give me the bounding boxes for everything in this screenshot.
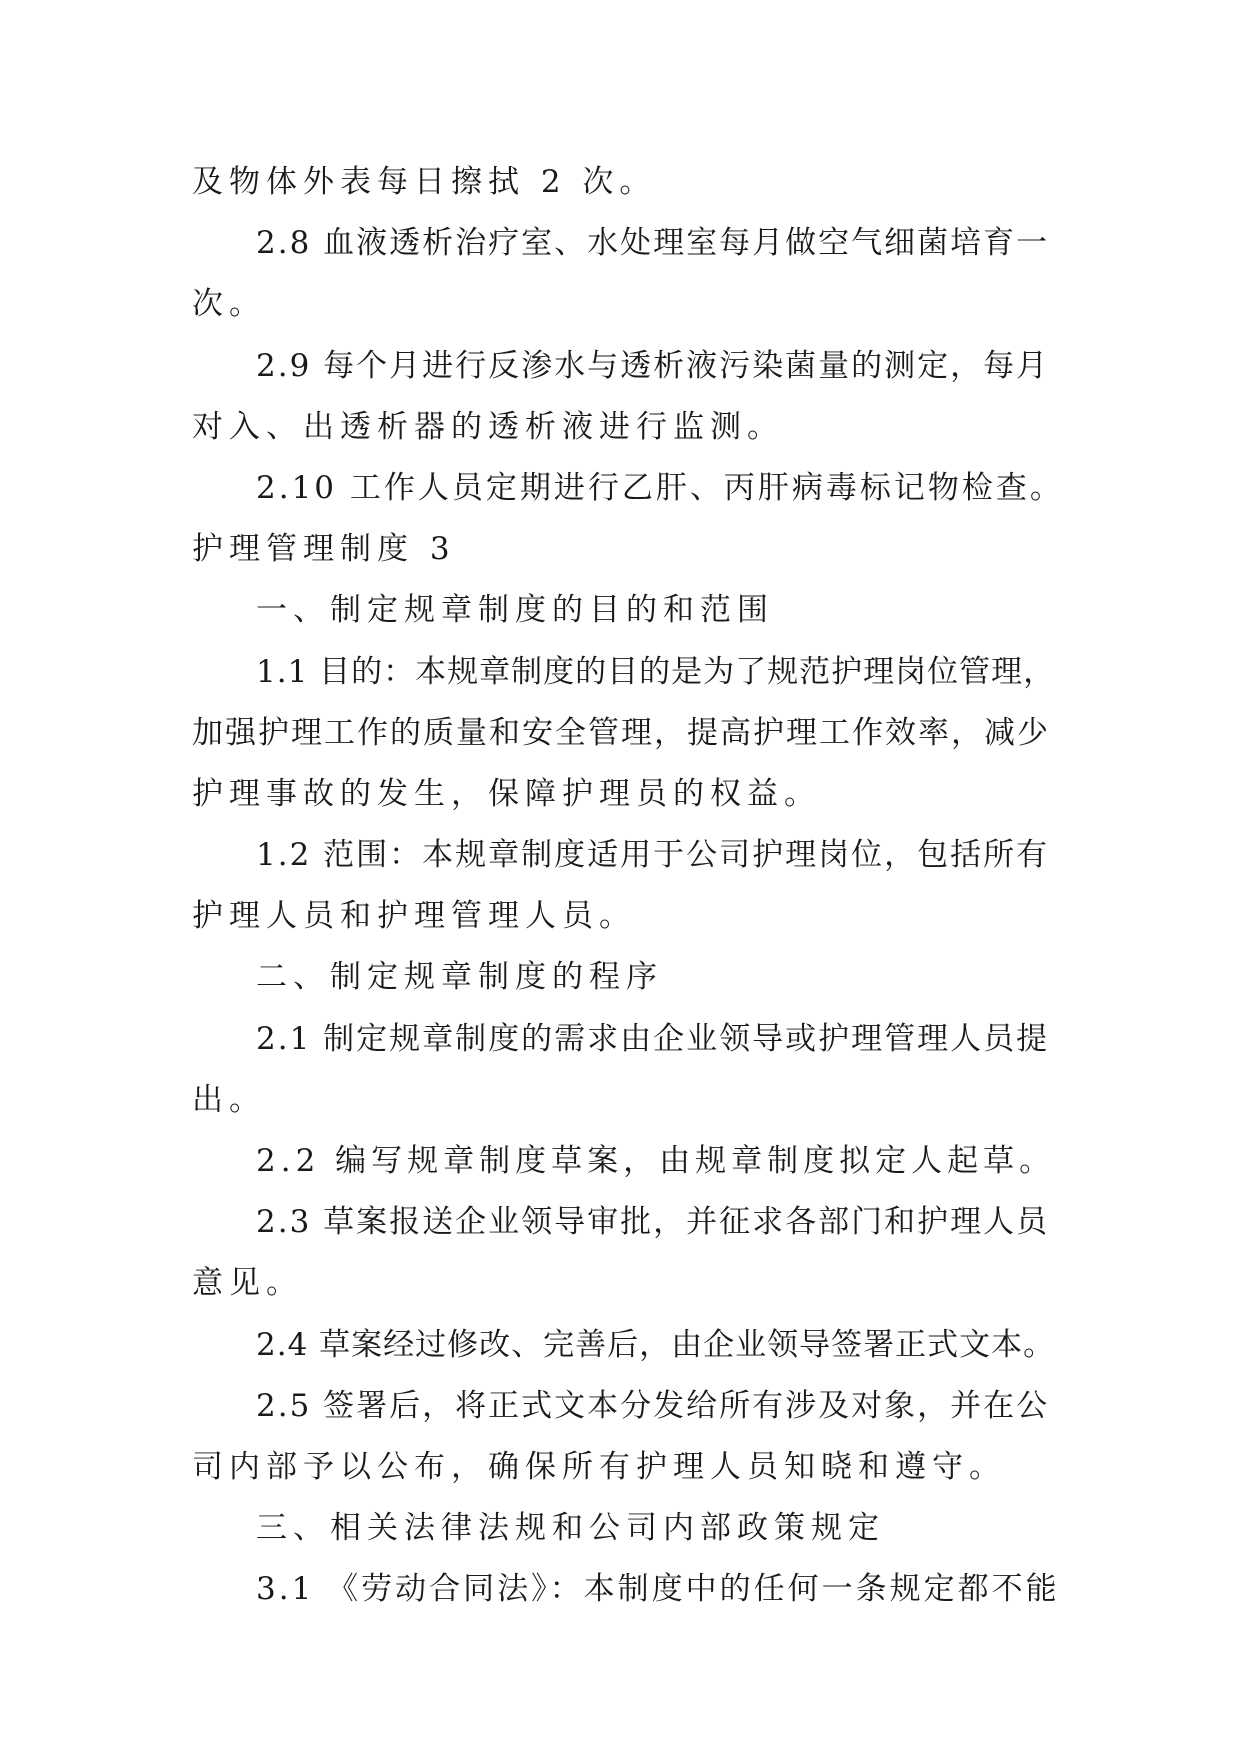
section-heading: 三、相关法律法规和公司内部政策规定 xyxy=(256,1510,885,1547)
text-line: 次。 xyxy=(192,286,266,323)
text-line: 2.8 血液透析治疗室、水处理室每月做空气细菌培育一 xyxy=(256,225,1050,262)
text-line: 2.5 签署后，将正式文本分发给所有涉及对象，并在公 xyxy=(256,1387,1050,1424)
text-line: 护理人员和护理管理人员。 xyxy=(192,898,636,935)
text-line: 及物体外表每日擦拭 2 次。 xyxy=(192,164,657,200)
text-line: 3.1 《劳动合同法》：本制度中的任何一条规定都不能 xyxy=(256,1571,1060,1608)
text-line: 1.2 范围：本规章制度适用于公司护理岗位，包括所有 xyxy=(256,837,1050,874)
text-line: 2.1 制定规章制度的需求由企业领导或护理管理人员提 xyxy=(256,1020,1050,1057)
text-line: 2.2 编写规章制度草案，由规章制度拟定人起草。 xyxy=(256,1143,1056,1179)
text-line: 2.10 工作人员定期进行乙肝、丙肝病毒标记物检查。 xyxy=(256,469,1064,506)
text-line: 2.9 每个月进行反渗水与透析液污染菌量的测定，每月 xyxy=(256,347,1050,384)
text-line: 司内部予以公布，确保所有护理人员知晓和遵守。 xyxy=(192,1448,1006,1485)
document-body xyxy=(192,152,1072,1621)
text-line: 护理事故的发生，保障护理员的权益。 xyxy=(192,775,821,812)
section-heading: 一、制定规章制度的目的和范围 xyxy=(256,592,774,629)
text-line: 1.1 目的：本规章制度的目的是为了规范护理岗位管理， xyxy=(256,653,1056,690)
text-line: 2.3 草案报送企业领导审批，并征求各部门和护理人员 xyxy=(256,1204,1050,1241)
text-line: 意见。 xyxy=(192,1265,303,1302)
text-line: 加强护理工作的质量和安全管理，提高护理工作效率，减少 xyxy=(192,714,1050,751)
text-line: 对入、出透析器的透析液进行监测。 xyxy=(192,408,784,445)
text-line: 2.4 草案经过修改、完善后，由企业领导签署正式文本。 xyxy=(256,1326,1056,1363)
text-line: 出。 xyxy=(192,1081,266,1118)
section-heading: 二、制定规章制度的程序 xyxy=(256,959,663,996)
section-title: 护理管理制度 3 xyxy=(192,531,456,568)
